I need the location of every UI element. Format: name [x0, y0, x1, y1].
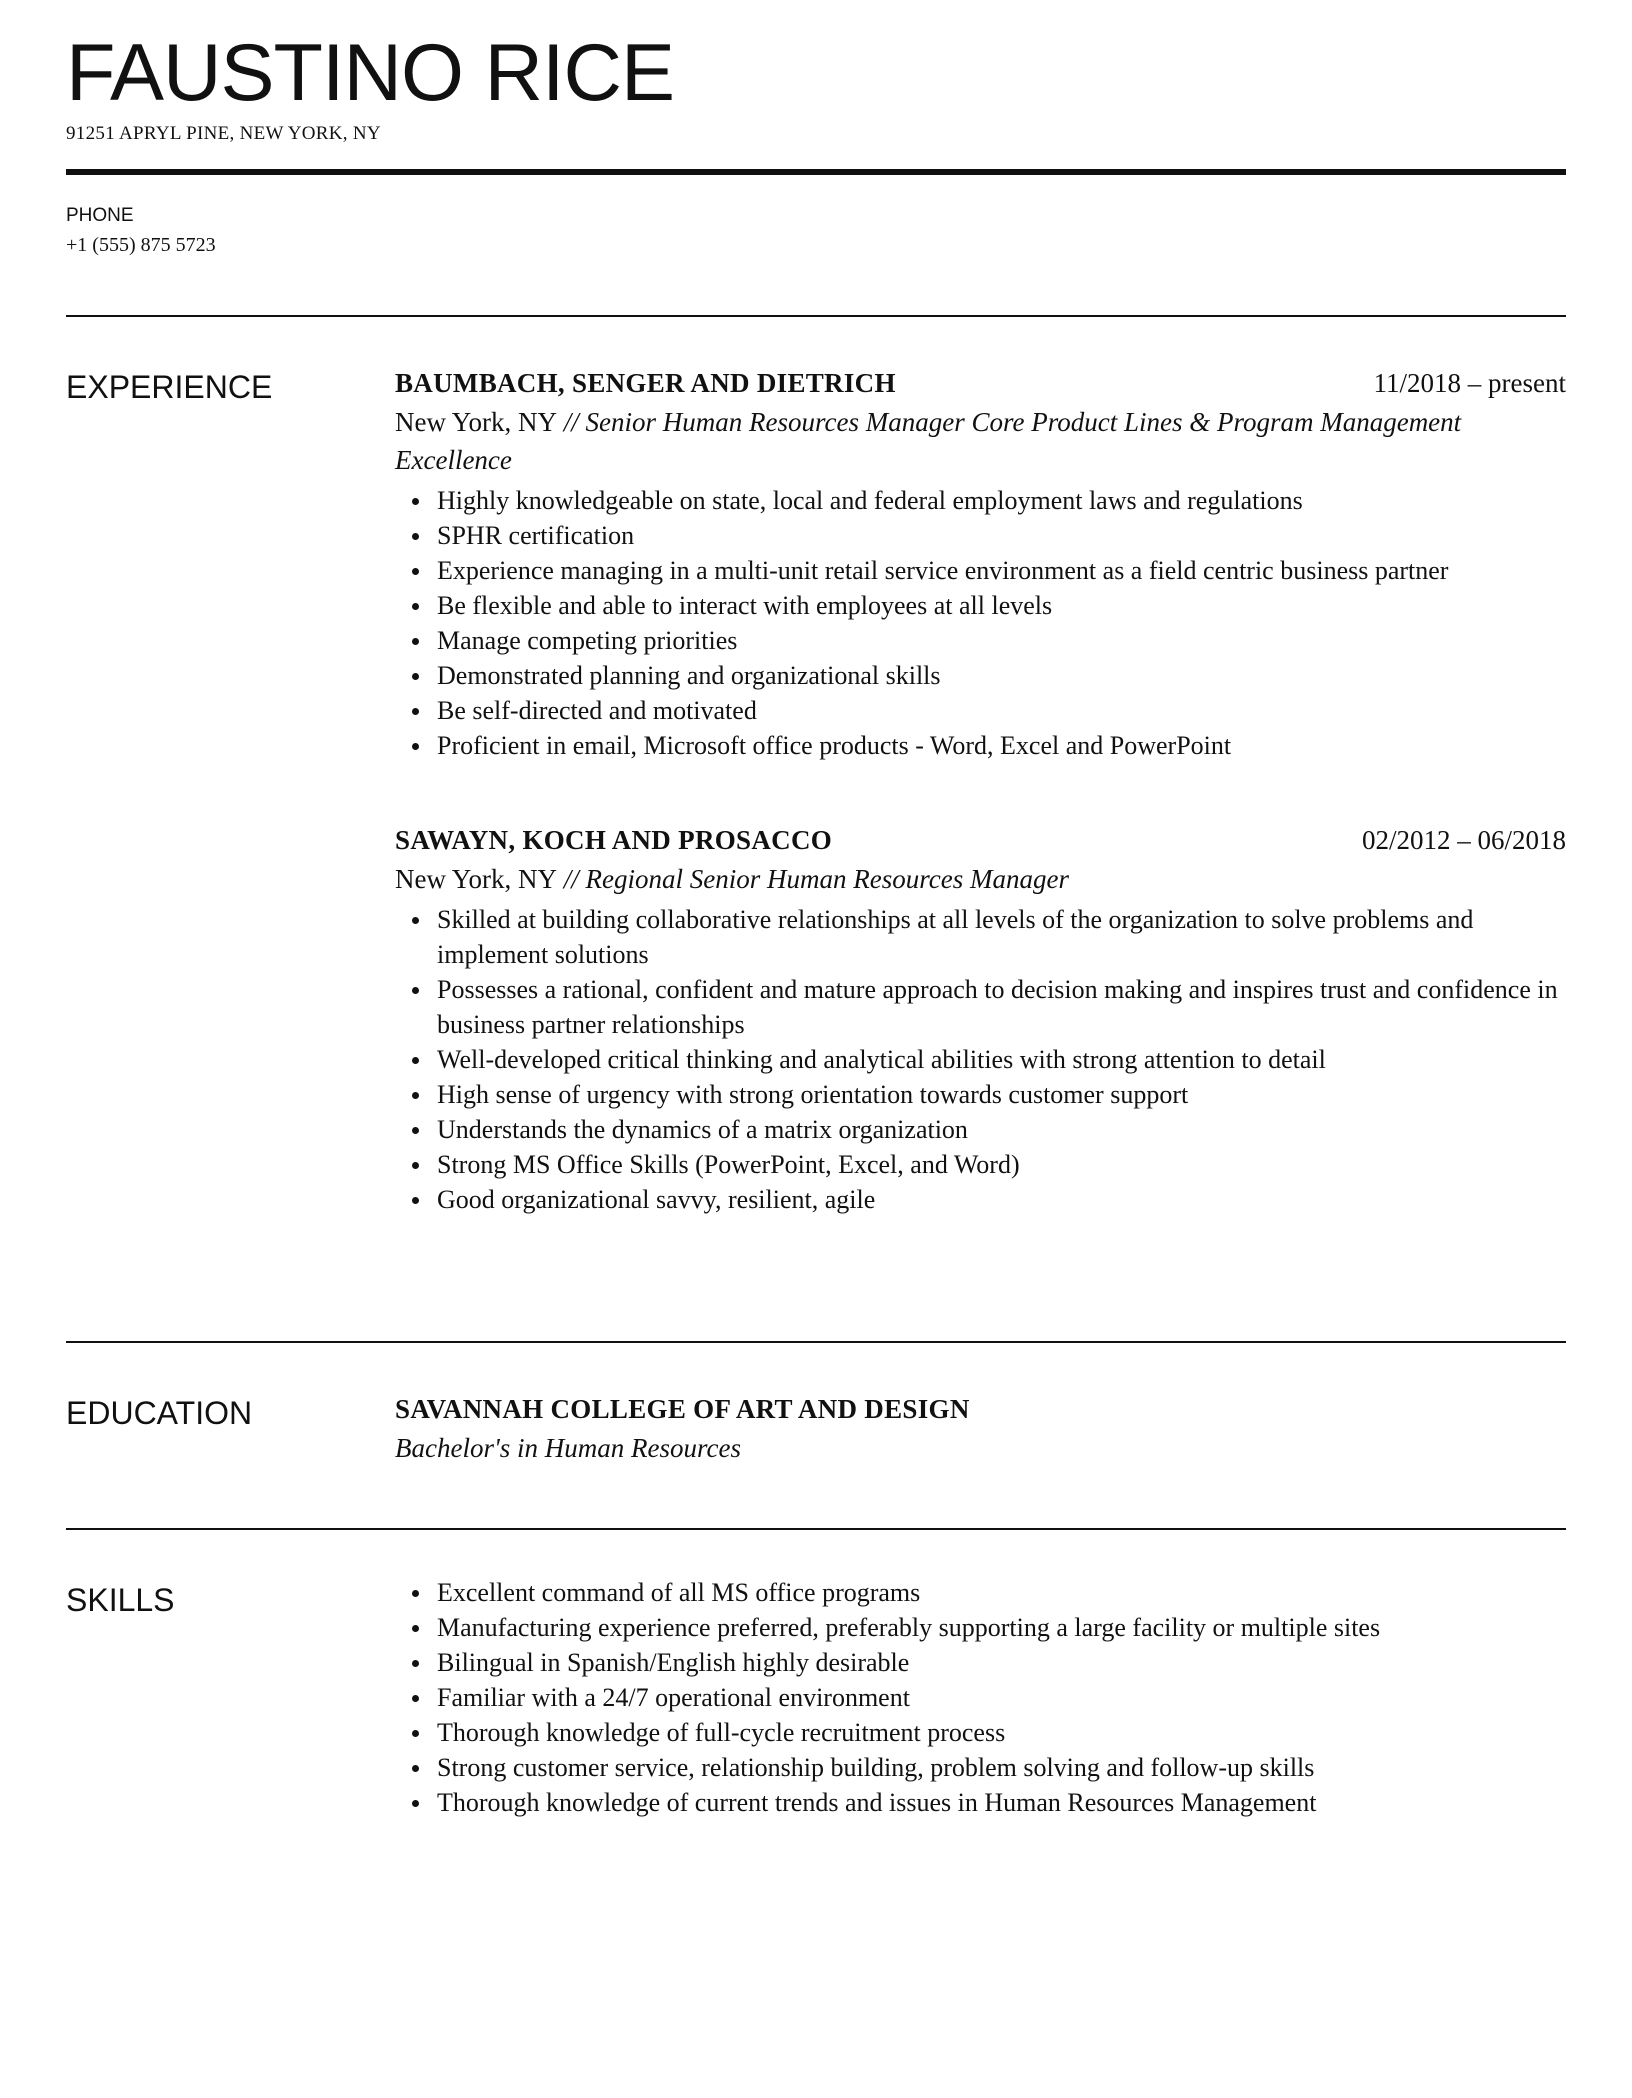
candidate-name: FAUSTINO RICE — [66, 28, 675, 118]
job-role: Senior Human Resources Manager Core Product Lines & Program Management Excellence — [395, 407, 1462, 475]
education-section — [395, 1389, 1566, 1467]
header-divider — [66, 169, 1566, 175]
job-entry — [395, 820, 1566, 1217]
skills-list — [395, 1575, 1566, 1820]
list-item: Highly knowledgeable on state, local and federal employment laws and regulations — [395, 483, 1566, 518]
job-location: New York, NY — [395, 864, 558, 894]
job-header — [395, 820, 1566, 860]
list-item: SPHR certification — [395, 518, 1566, 553]
job-header — [395, 363, 1566, 403]
job-company: SAWAYN, KOCH AND PROSACCO — [395, 825, 833, 855]
job-subtitle — [395, 403, 1566, 479]
list-item: Thorough knowledge of current trends and issues in Human Resources Management — [395, 1785, 1566, 1820]
list-item: Well-developed critical thinking and analytical abilities with strong attention to detail — [395, 1042, 1566, 1077]
list-item: Skilled at building collaborative relationships at all levels of the organization to solve problems and implement solutions — [395, 902, 1566, 972]
skills-title: SKILLS — [66, 1582, 175, 1618]
skills-section — [395, 1575, 1566, 1820]
job-entry — [395, 363, 1566, 763]
list-item: Manufacturing experience preferred, preferably supporting a large facility or multiple sites — [395, 1610, 1566, 1645]
job-dates: 02/2012 – 06/2018 — [1361, 825, 1566, 855]
list-item: Be flexible and able to interact with employees at all levels — [395, 588, 1566, 623]
section-divider — [66, 1528, 1566, 1530]
phone-label: PHONE — [66, 205, 134, 226]
list-item: Understands the dynamics of a matrix organization — [395, 1112, 1566, 1147]
list-item: Bilingual in Spanish/English highly desirable — [395, 1645, 1566, 1680]
list-item: Experience managing in a multi-unit retail service environment as a field centric business partner — [395, 553, 1566, 588]
list-item: Strong customer service, relationship building, problem solving and follow-up skills — [395, 1750, 1566, 1785]
experience-title: EXPERIENCE — [66, 369, 273, 405]
job-separator: // — [557, 864, 586, 894]
education-title: EDUCATION — [66, 1395, 253, 1431]
job-subtitle — [395, 860, 1566, 898]
list-item: Excellent command of all MS office programs — [395, 1575, 1566, 1610]
list-item: Familiar with a 24/7 operational environment — [395, 1680, 1566, 1715]
list-item: Proficient in email, Microsoft office products - Word, Excel and PowerPoint — [395, 728, 1566, 763]
job-role: Regional Senior Human Resources Manager — [585, 864, 1069, 894]
candidate-address: 91251 APRYL PINE, NEW YORK, NY — [66, 123, 381, 144]
job-company: BAUMBACH, SENGER AND DIETRICH — [395, 368, 896, 398]
job-bullets — [395, 902, 1566, 1217]
list-item: Manage competing priorities — [395, 623, 1566, 658]
experience-section — [395, 363, 1566, 1217]
phone-value: +1 (555) 875 5723 — [66, 234, 216, 256]
job-bullets — [395, 483, 1566, 763]
list-item: Good organizational savvy, resilient, agile — [395, 1182, 1566, 1217]
list-item: Demonstrated planning and organizational skills — [395, 658, 1566, 693]
list-item: Thorough knowledge of full-cycle recruitment process — [395, 1715, 1566, 1750]
education-degree: Bachelor's in Human Resources — [395, 1433, 741, 1463]
section-divider — [66, 315, 1566, 317]
job-location: New York, NY — [395, 407, 558, 437]
list-item: Possesses a rational, confident and mature approach to decision making and inspires trust and confidence in business partner relationships — [395, 972, 1566, 1042]
education-school: SAVANNAH COLLEGE OF ART AND DESIGN — [395, 1394, 970, 1424]
job-separator: // — [557, 407, 586, 437]
section-divider — [66, 1341, 1566, 1343]
job-dates: 11/2018 – present — [1373, 368, 1566, 398]
list-item: High sense of urgency with strong orientation towards customer support — [395, 1077, 1566, 1112]
list-item: Strong MS Office Skills (PowerPoint, Excel, and Word) — [395, 1147, 1566, 1182]
list-item: Be self-directed and motivated — [395, 693, 1566, 728]
